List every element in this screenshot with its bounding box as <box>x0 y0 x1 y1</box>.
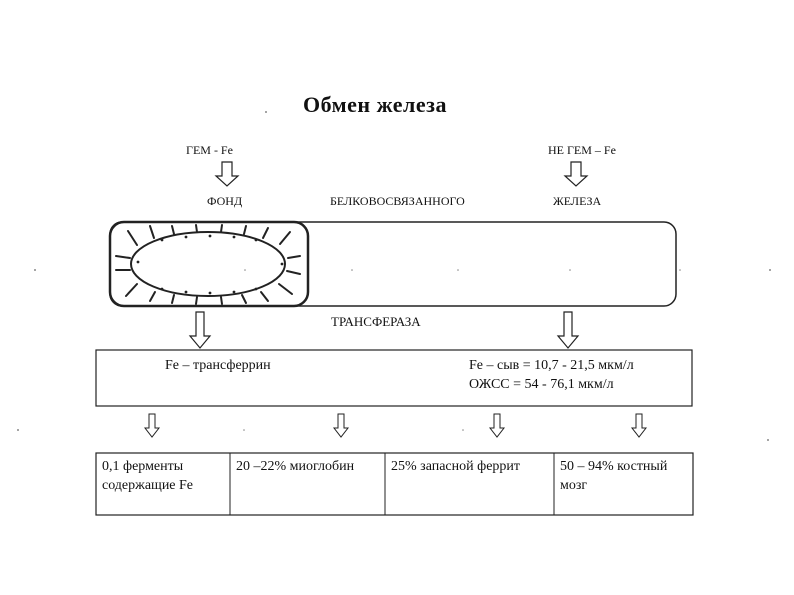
heme-fe-label: ГЕМ - Fe <box>186 143 233 157</box>
pool-word-fund: ФОНД <box>207 194 243 208</box>
page-title: Обмен железа <box>303 92 447 117</box>
distribution-cell-ferritin: 25% запасной феррит <box>391 459 521 474</box>
pool-word-iron: ЖЕЛЕЗА <box>553 194 602 208</box>
distribution-cell-enzymes: 0,1 ферменты содержащие Fe <box>102 459 194 493</box>
arrow-down-icon <box>190 312 210 348</box>
non-heme-fe-label: НЕ ГЕМ – Fe <box>548 143 616 157</box>
arrow-down-icon <box>632 414 646 437</box>
distribution-cell-myoglobin: 20 –22% миоглобин <box>236 459 355 474</box>
fe-transferrin-label: Fe – трансферрин <box>165 358 271 373</box>
arrow-down-icon <box>558 312 578 348</box>
tibc-label: ОЖСС = 54 - 76,1 мкм/л <box>469 377 614 392</box>
pool-word-protein-bound: БЕЛКОВОСВЯЗАННОГО <box>330 194 465 208</box>
distribution-cell-bone-marrow: 50 – 94% костный мозг <box>560 459 668 493</box>
arrow-down-icon <box>216 162 238 186</box>
cell-nucleus <box>131 232 285 296</box>
arrow-down-icon <box>565 162 587 186</box>
transferase-label: ТРАНСФЕРАЗА <box>331 314 421 329</box>
arrow-down-icon <box>334 414 348 437</box>
serum-fe-label: Fe – сыв = 10,7 - 21,5 мкм/л <box>469 358 634 373</box>
arrow-down-icon <box>490 414 504 437</box>
arrow-down-icon <box>145 414 159 437</box>
